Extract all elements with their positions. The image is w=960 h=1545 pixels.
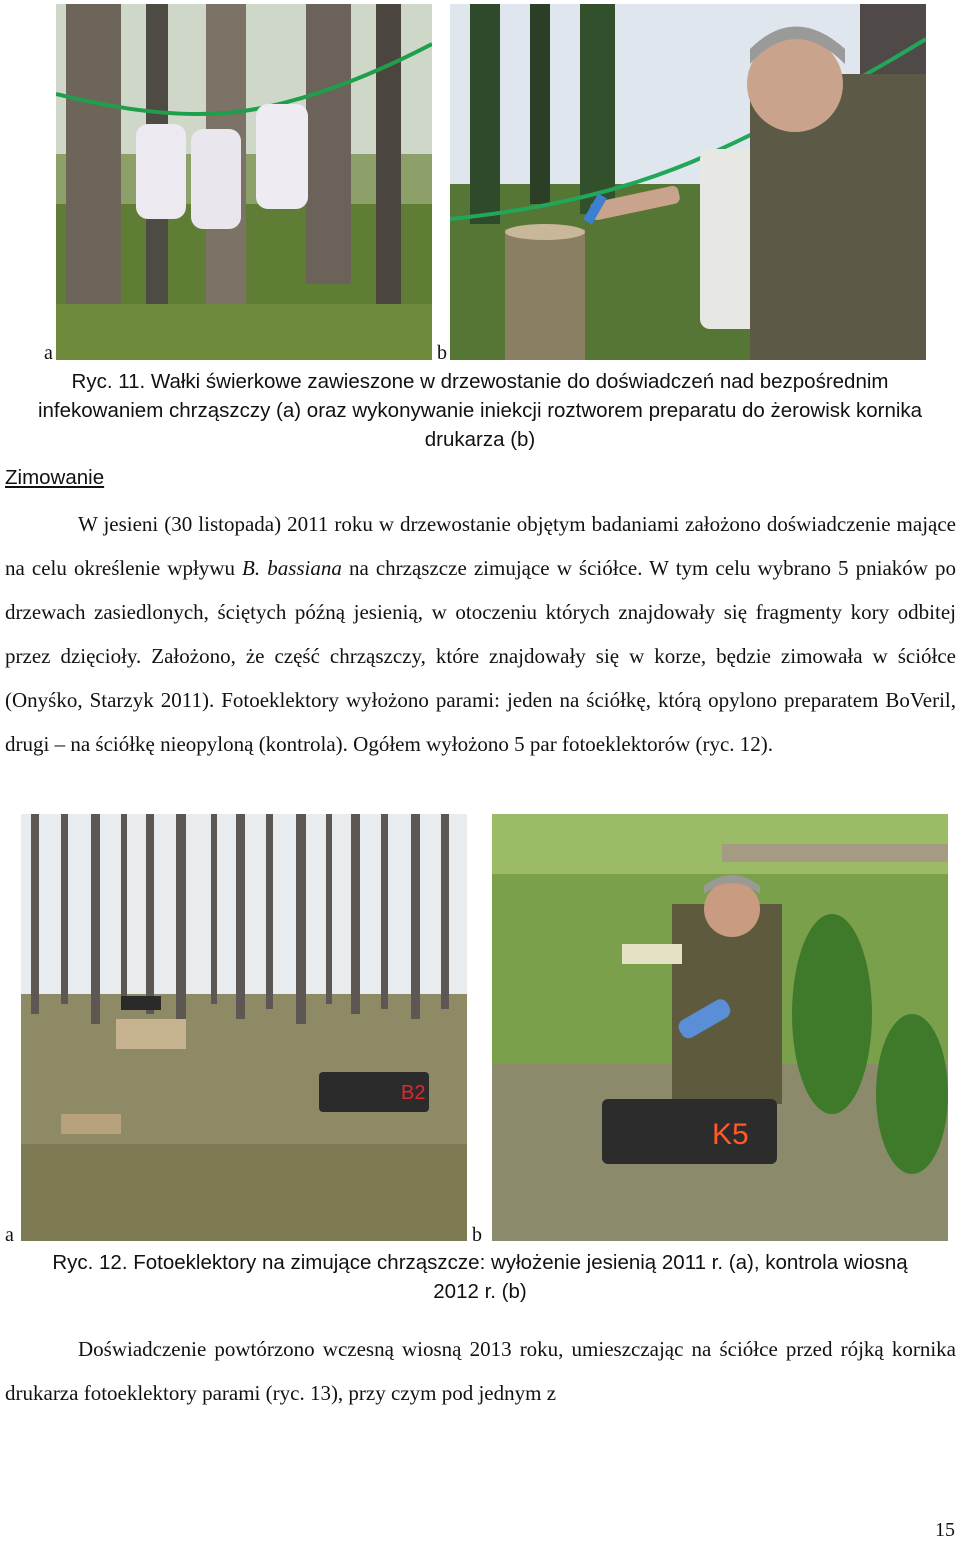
figure12-photo-b: [492, 814, 948, 1241]
paragraph-1-part-2: na chrząszcze zimujące w ściółce. W tym celu wybrano 5 pniaków po drzewach zasiedlonych, ściętych późną jesienią, w otoczeniu których znajdowały się fragmenty kory odbitej przez dzięcioły. Założono, że część chrząszczy, które znajdowały się w korze, będzie zimowała w ściółce (Onyśko, Starzyk 2011). Fotoeklektory wyłożono parami: jeden na ściółkę, którą opylono preparatem BoVeril, drugi – na ściółkę nieopyloną (kontrola). Ogółem wyłożono 5 par fotoeklektorów (ryc. 12).: [5, 556, 956, 756]
figure11-label-a: a: [44, 342, 53, 364]
paragraph-1: [5, 502, 956, 766]
section-heading: Zimowanie: [5, 466, 105, 489]
figure11-photo-b: [450, 4, 926, 360]
page-number: 15: [935, 1519, 955, 1541]
species-name: B. bassiana: [242, 556, 342, 580]
figure12-photo-a: [21, 814, 467, 1241]
figure12-label-b: b: [472, 1224, 482, 1246]
figure11-label-b: b: [437, 342, 447, 364]
paragraph-1-part-1: W jesieni (30 listopada) 2011 roku w drzewostanie objętym badaniami założono doświadczenie mające na celu określenie wpływu: [5, 512, 956, 580]
box-label-k5: K5: [712, 1118, 749, 1151]
paragraph-2-text: Doświadczenie powtórzono wczesną wiosną 2013 roku, umieszczając na ściółce przed rójką kornika drukarza fotoeklektory parami (ryc. 13), przy czym pod jednym z: [5, 1337, 956, 1405]
figure12-label-a: a: [5, 1224, 14, 1246]
box-label-b2: B2: [401, 1082, 426, 1104]
figure11-photo-a: [56, 4, 432, 360]
paragraph-2: [5, 1327, 956, 1415]
figure12-caption: Ryc. 12. Fotoeklektory na zimujące chrząszcze: wyłożenie jesienią 2011 r. (a), kontrola wiosną 2012 r. (b): [52, 1251, 908, 1303]
figure11-caption: Ryc. 11. Wałki świerkowe zawieszone w drzewostanie do doświadczeń nad bezpośrednim infekowaniem chrząszczy (a) oraz wykonywanie iniekcji roztworem preparatu do żerowisk kornika drukarza (b): [37, 370, 923, 451]
